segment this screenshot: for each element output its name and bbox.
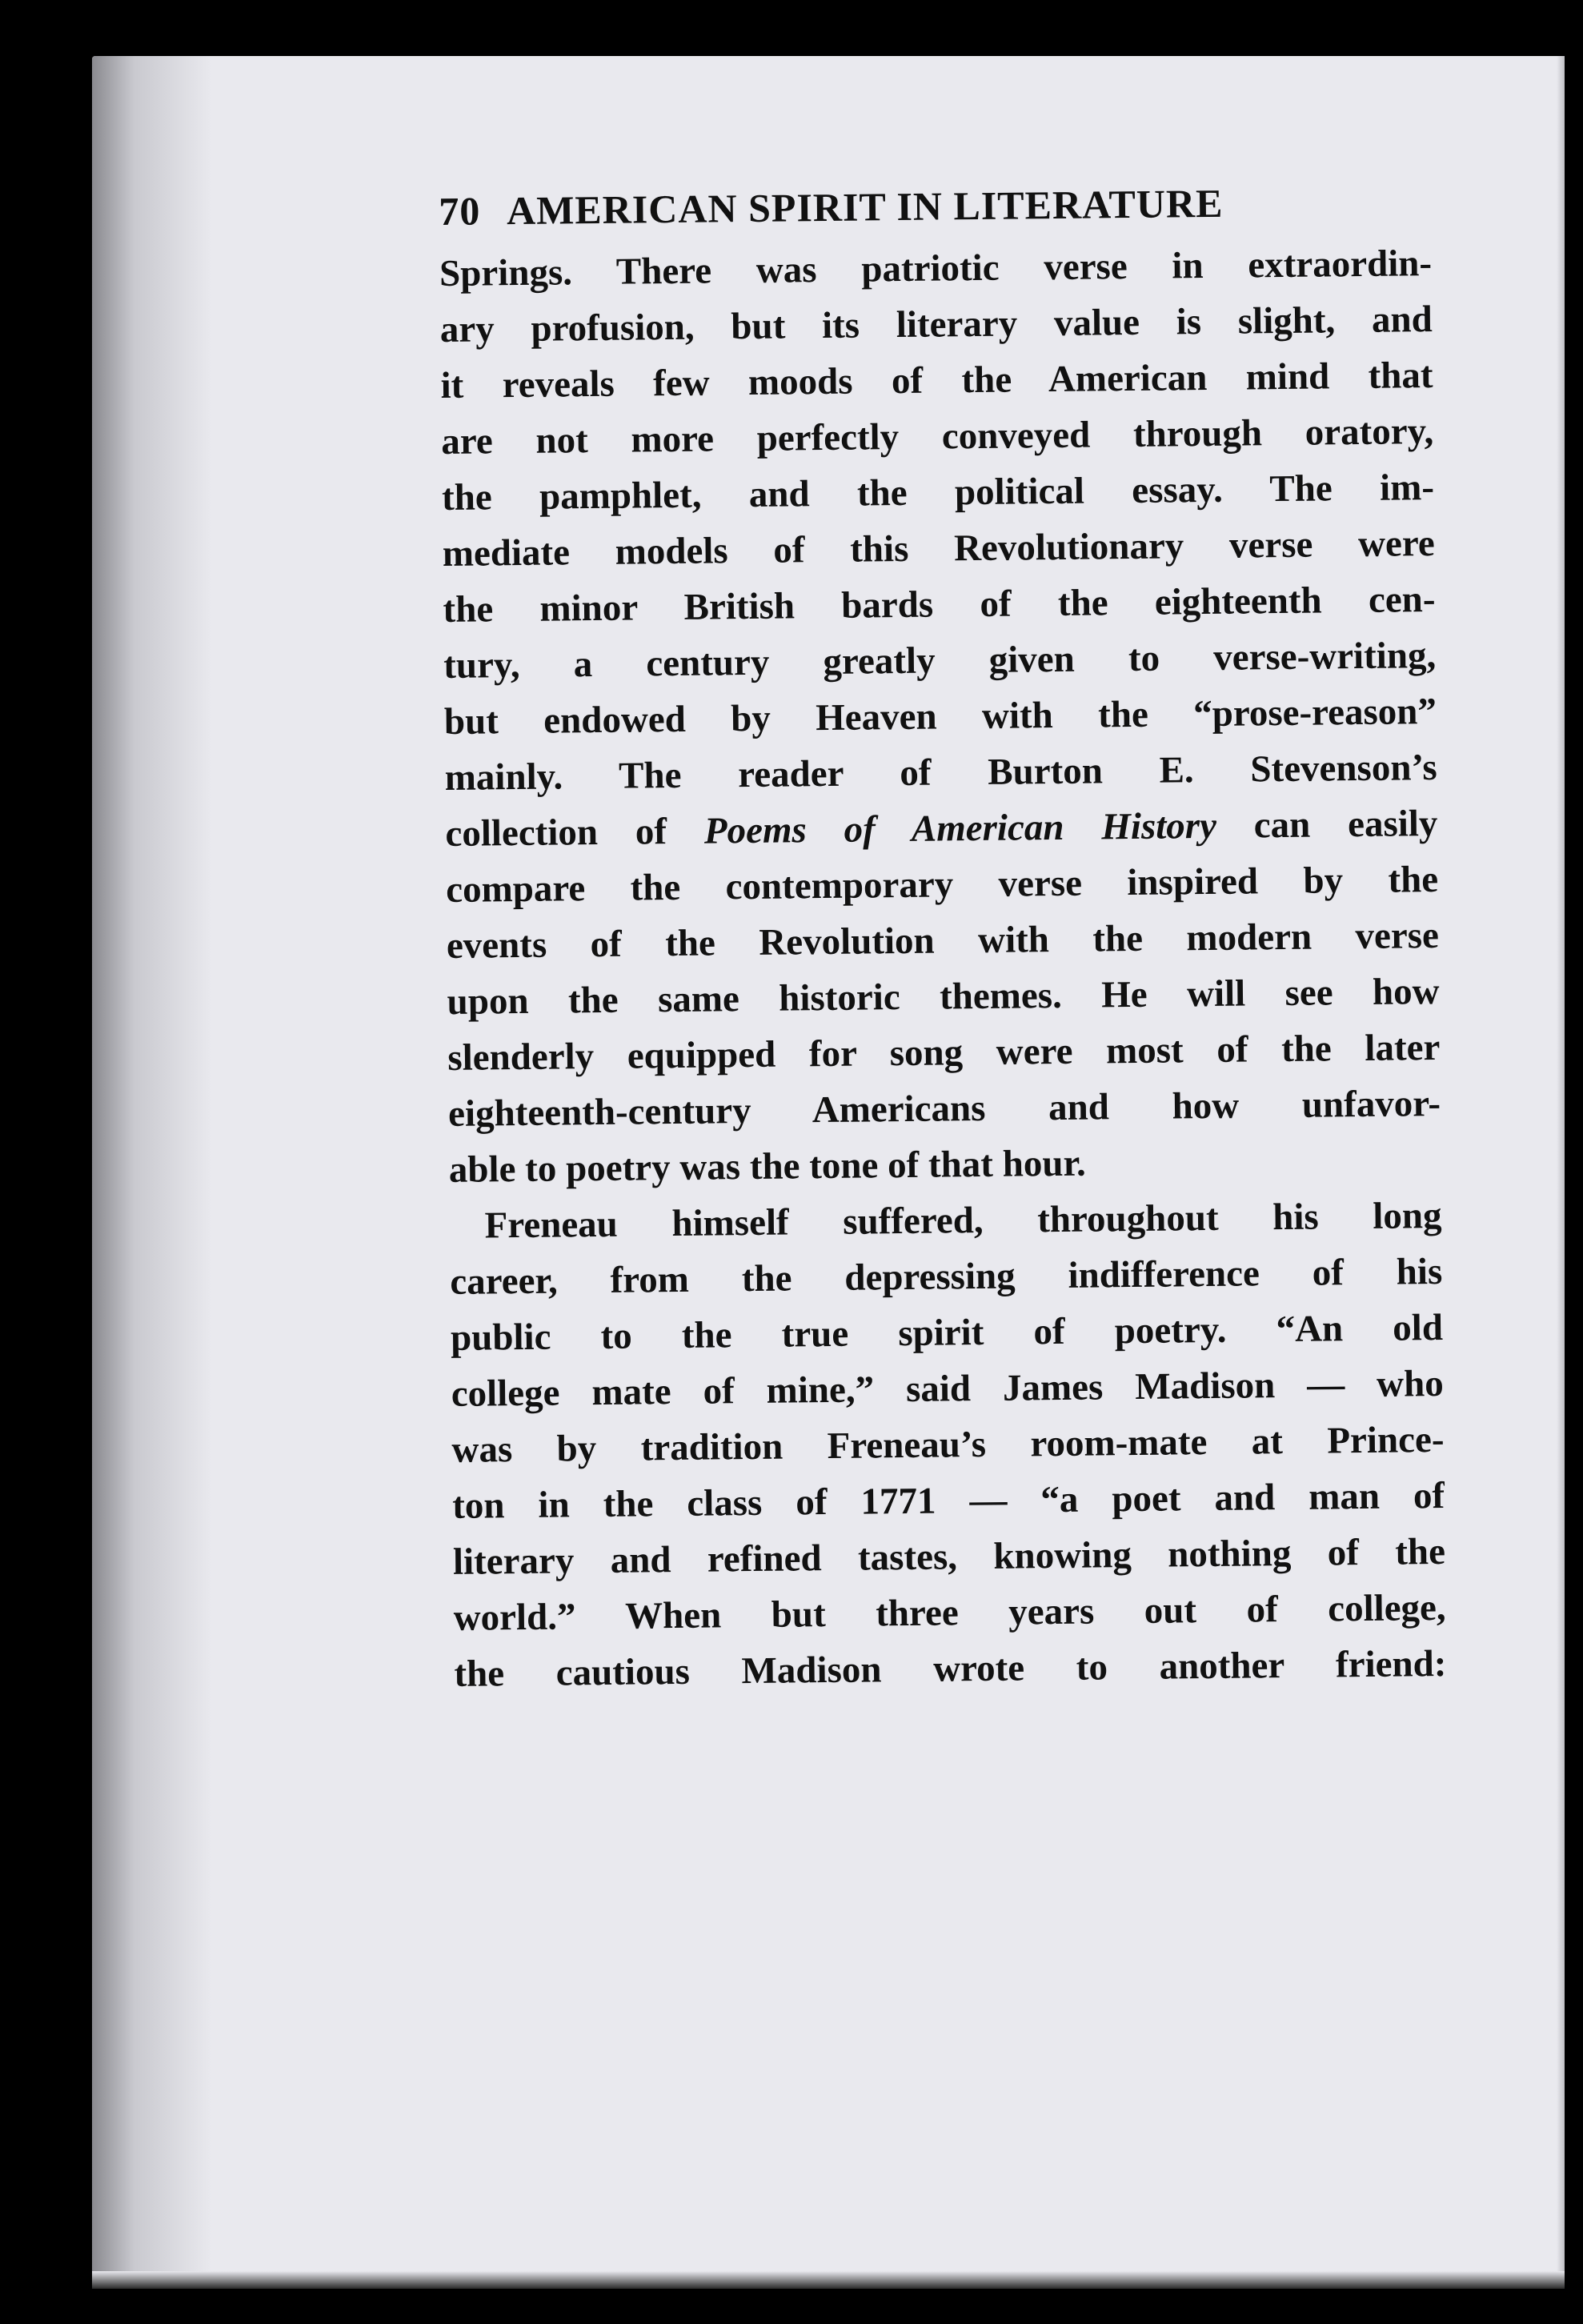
text-line: ary profusion, but its literary value is slight, and	[439, 299, 1433, 351]
page-right-edge	[1557, 56, 1565, 2289]
book-title-italic: Poems of American History	[703, 804, 1217, 852]
text-line: the minor British bards of the eighteenth cen-	[443, 578, 1436, 631]
paragraph-start-line: Freneau himself suffered, throughout his long	[484, 1194, 1442, 1247]
text-line: the cautious Madison wrote to another friend:	[454, 1642, 1447, 1695]
text-line: are not more perfectly conveyed through oratory,	[441, 410, 1434, 463]
text-line: public to the true spirit of poetry. “An old	[450, 1306, 1444, 1359]
text-line: ton in the class of 1771 — “a poet and man of	[451, 1474, 1445, 1527]
text-line-with-title	[445, 795, 1438, 862]
text-line: tury, a century greatly given to verse-writing,	[443, 634, 1437, 687]
text-line: the pamphlet, and the political essay. The im-	[441, 466, 1435, 519]
running-title: AMERICAN SPIRIT IN LITERATURE	[506, 180, 1224, 234]
binding-gutter-shadow	[92, 56, 212, 2289]
page-bottom-edge	[92, 2271, 1565, 2289]
text-line: slenderly equipped for song were most of the later	[447, 1026, 1441, 1079]
running-head	[439, 178, 1432, 234]
text-line: mediate models of this Revolutionary verse were	[442, 522, 1435, 575]
text-line: compare the contemporary verse inspired by the	[445, 858, 1439, 911]
text-line: mainly. The reader of Burton E. Stevenson’s	[444, 746, 1437, 799]
page-number: 70	[439, 188, 481, 234]
text-line: upon the same historic themes. He will see how	[447, 970, 1440, 1023]
text-line: eighteenth-century Americans and how unfavor-	[447, 1082, 1441, 1135]
text-line: events of the Revolution with the modern verse	[446, 914, 1440, 967]
page-text-block	[439, 178, 1447, 1702]
text-line: it reveals few moods of the American mind that	[440, 355, 1433, 407]
text-line: but endowed by Heaven with the “prose-reason”	[443, 690, 1437, 743]
text-line: career, from the depressing indifference of his	[450, 1250, 1443, 1303]
text-after-title: can easily	[1216, 802, 1438, 847]
text-line: was by tradition Freneau’s room-mate at Prince-	[451, 1418, 1445, 1471]
paragraph-end-line: able to poetry was the tone of that hour.	[448, 1142, 1087, 1191]
text-line: world.” When but three years out of college,	[453, 1586, 1446, 1639]
text-line: Springs. There was patriotic verse in extraordin-	[439, 242, 1433, 295]
text-before-title: collection of	[445, 810, 705, 855]
text-line: college mate of mine,” said James Madison — who	[451, 1362, 1444, 1415]
text-line: literary and refined tastes, knowing nothing of the	[452, 1530, 1446, 1583]
